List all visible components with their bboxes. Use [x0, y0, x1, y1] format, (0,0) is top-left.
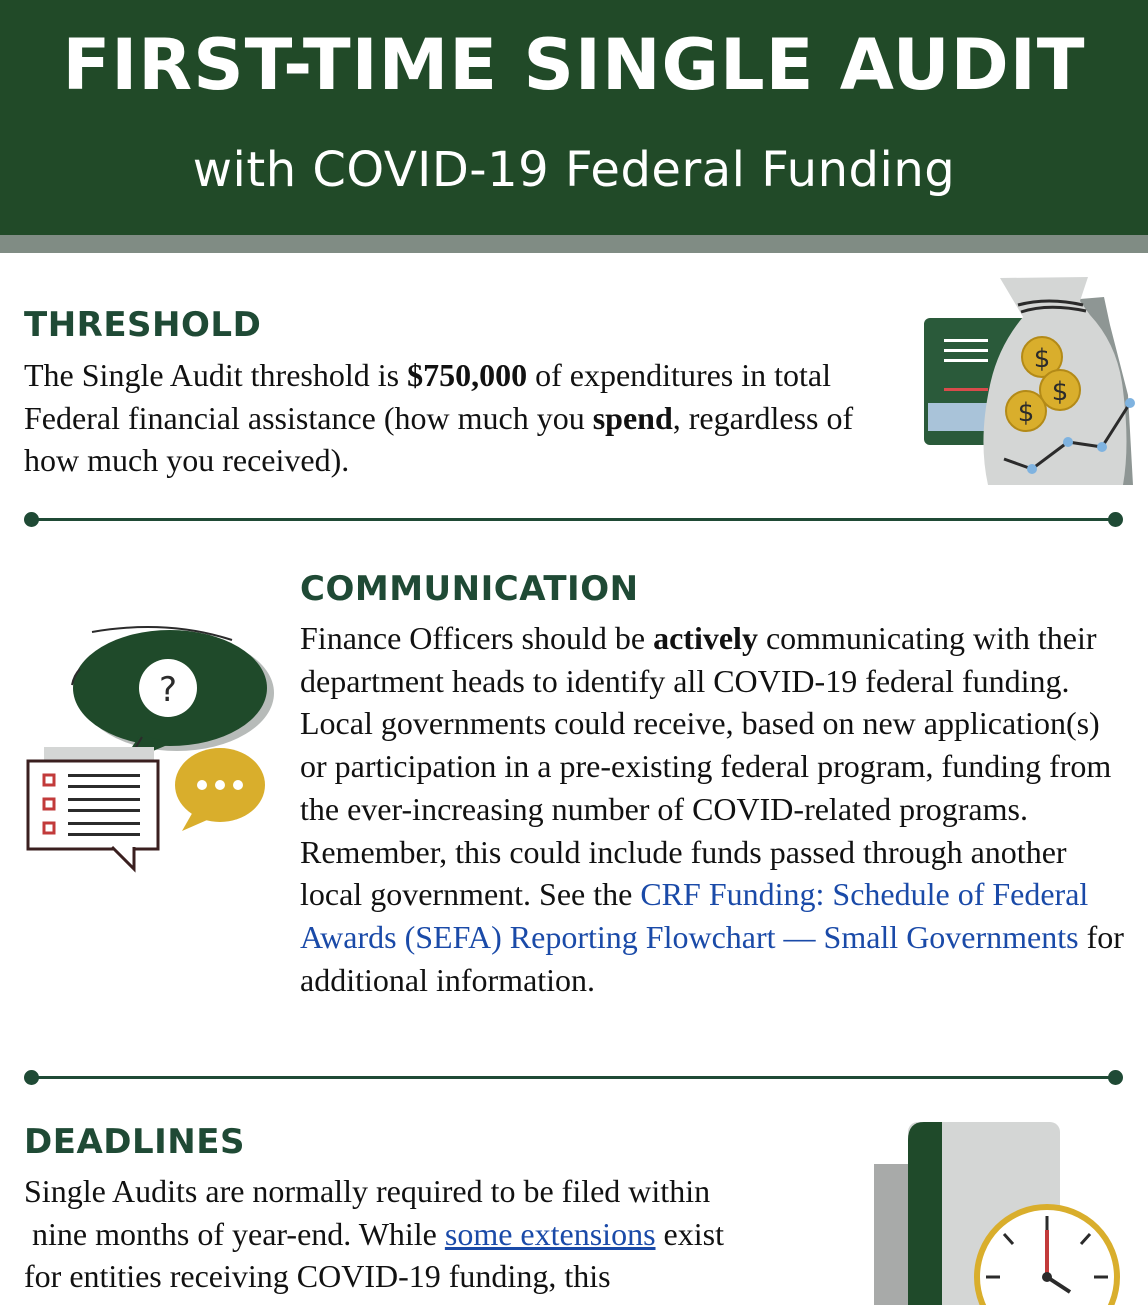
threshold-amount: $750,000: [407, 357, 528, 393]
svg-text:$: $: [1051, 377, 1069, 407]
threshold-text-part-2: of expenditures in total Federal financial assistance (how much you: [24, 357, 832, 436]
communication-actively-word: actively: [653, 620, 758, 656]
threshold-heading: THRESHOLD: [24, 305, 262, 345]
svg-text:?: ?: [158, 670, 178, 710]
svg-text:$: $: [1017, 398, 1035, 428]
deadlines-text: [24, 1170, 844, 1298]
some-extensions-link[interactable]: some extensions: [444, 1215, 656, 1252]
communication-text-part-2: communicating with their department heads to identify all COVID-19 federal funding. Local governments could receive, based on new application(s) or participation in a pre-existing federal program, funding from the ever-increasing number of COVID-related programs. Remember, this could include funds passed through another local government. See the: [300, 620, 1112, 913]
communication-text-part-1: Finance Officers should be: [300, 620, 654, 656]
divider-dot: [1108, 512, 1123, 527]
deadlines-line-3: for entities receiving COVID-19 funding, this: [24, 1258, 611, 1295]
threshold-spend-word: spend: [592, 399, 673, 436]
divider-dot: [24, 512, 39, 527]
threshold-text: [24, 354, 864, 482]
threshold-text-part-1: The Single Audit threshold is: [24, 357, 408, 393]
header-banner: [0, 0, 1148, 235]
divider-dot: [24, 1070, 39, 1085]
deadlines-heading: DEADLINES: [24, 1122, 245, 1162]
deadlines-line-2-part-2: exist: [655, 1215, 724, 1252]
divider-dot: [1108, 1070, 1123, 1085]
communication-text: [300, 617, 1125, 1001]
header-stripe: [0, 235, 1148, 253]
clock-calendar-icon: [872, 1120, 1122, 1305]
money-bag-icon: [918, 275, 1140, 490]
deadlines-line-2-part-1: nine months of year-end. While: [24, 1215, 445, 1252]
section-divider: [31, 518, 1116, 521]
section-divider: [31, 1076, 1116, 1079]
communication-heading: COMMUNICATION: [300, 569, 639, 609]
svg-text:$: $: [1033, 344, 1051, 374]
page-subtitle: with COVID-19 Federal Funding: [192, 142, 956, 198]
chat-bubbles-icon: [22, 625, 277, 875]
deadlines-line-1: Single Audits are normally required to be filed within: [24, 1173, 711, 1209]
communication-text-part-3: for additional information.: [300, 918, 1124, 998]
crf-funding-flowchart-link[interactable]: CRF Funding: Schedule of Federal Awards (SEFA) Reporting Flowchart — Small Governments: [300, 876, 1089, 955]
page-title: FIRST-TIME SINGLE AUDIT: [62, 24, 1086, 106]
threshold-text-part-3: , regardless of how much you received).: [24, 399, 854, 479]
